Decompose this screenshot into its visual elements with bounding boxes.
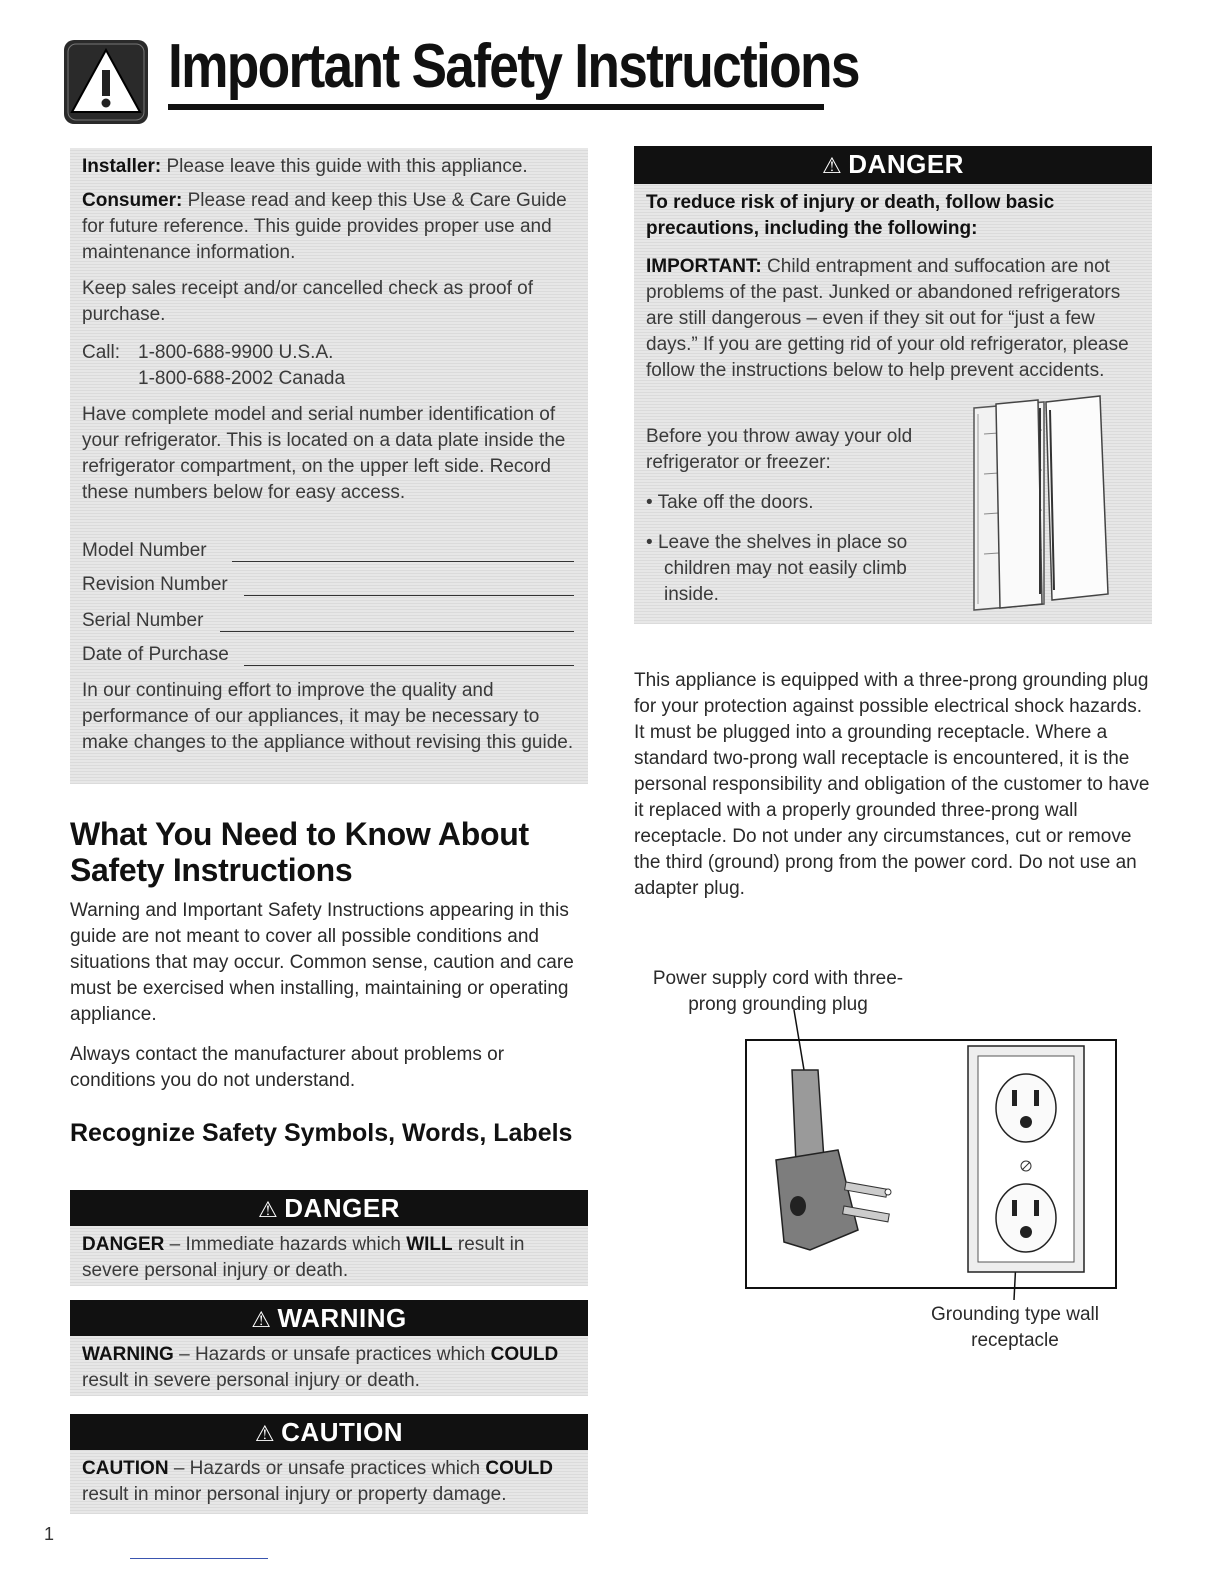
plug-and-receptacle-figure [740,1010,1124,1300]
field-label-revision: Revision Number [82,574,228,595]
bullet-2: • Leave the shelves in place so children may not easily climb inside. [646,532,908,605]
warning-definition-box [70,1300,588,1396]
field-label-date: Date of Purchase [82,644,229,665]
model-info-note: Have complete model and serial number identification of your refrigerator. This is located on a data plate inside the refrigerator compartment, on the upper left side. Record these numbers below for easy access. [82,404,566,503]
consumer-note: Consumer: Please read and keep this Use & Care Guide for future reference. This guide provides proper use and maintenance information. [82,190,567,263]
installer-info-box [70,148,588,784]
warning-triangle-icon: ⚠ [822,153,843,178]
refrigerator-illustration [964,394,1144,618]
bullet-1: • Take off the doors. [646,492,814,513]
caution-definition-box [70,1414,588,1514]
date-of-purchase-line [244,665,574,666]
danger-lead: To reduce risk of injury or death, follow basic precautions, including the following: [646,192,1055,239]
section-paragraph-1: Warning and Important Safety Instructions appearing in this guide are not meant to cover all possible conditions and situations that may occur. Common sense, caution and care must be exercised when installing, maintaining or operating appliance. [70,900,574,1025]
grounding-paragraph: This appliance is equipped with a three-prong grounding plug for your protection against possible electrical shock hazards. It must be plugged into a grounding receptacle. Where a standard two-prong wall receptacle is encountered, it is the personal responsibility and obligation of the customer to have it replaced with a properly grounded three-prong wall receptacle. Do not under any circumstances, cut or remove the third (ground) prong from the power cord. Do not use an adapter plug. [634,670,1150,899]
footer-rule [130,1558,268,1559]
improve-note: In our continuing effort to improve the quality and performance of our appliances, it may be necessary to make changes to the appliance without revising this guide. [82,680,574,753]
title-underline [168,104,824,110]
phone-usa: 1-800-688-9900 U.S.A. [138,342,334,363]
danger-precautions-box [634,146,1152,624]
warning-triangle-icon: ⚠ [251,1307,272,1332]
danger-bar: ⚠ DANGER [634,146,1152,184]
safety-alert-icon [62,38,150,126]
call-label: Call: [82,342,121,363]
revision-number-line [244,595,574,596]
warning-triangle-icon: ⚠ [258,1197,279,1222]
before-note: Before you throw away your old refrigerator or freezer: [646,426,913,473]
caution-definition: CAUTION – Hazards or unsafe practices which COULD result in minor personal injury or property damage. [82,1458,553,1505]
field-label-model: Model Number [82,540,207,561]
serial-number-line [220,631,574,632]
installer-note: Installer: Please leave this guide with this appliance. [82,156,528,177]
receipt-note: Keep sales receipt and/or cancelled check as proof of purchase. [82,278,533,325]
subsection-heading: Recognize Safety Symbols, Words, Labels [70,1119,573,1147]
page-number: 1 [44,1524,55,1544]
model-number-line [232,561,574,562]
caution-bar: ⚠ CAUTION [70,1414,588,1450]
important-note: IMPORTANT: Child entrapment and suffocation are not problems of the past. Junked or abandoned refrigerators are still dangerous – even if they sit out for “just a few days.” If you are getting rid of your old refrigerator, please follow the instructions below to help prevent accidents. [646,256,1129,381]
warning-bar: ⚠ WARNING [70,1300,588,1336]
danger-bar: ⚠ DANGER [70,1190,588,1226]
warning-triangle-icon: ⚠ [254,1421,276,1446]
danger-definition-box [70,1190,588,1286]
section-paragraph-2: Always contact the manufacturer about problems or conditions you do not understand. [70,1044,505,1091]
cord-caption: Power supply cord with three-prong grounding plug [652,968,904,1015]
warning-definition: WARNING – Hazards or unsafe practices which COULD result in severe personal injury or death. [82,1344,559,1391]
receptacle-caption: Grounding type wall receptacle [931,1304,1099,1351]
danger-definition: DANGER – Immediate hazards which WILL result in severe personal injury or death. [82,1234,525,1281]
page-title: Important Safety Instructions [168,32,859,101]
phone-canada: 1-800-688-2002 Canada [138,368,346,389]
field-label-serial: Serial Number [82,610,204,631]
section-heading: What You Need to Know About Safety Instructions [70,816,529,888]
